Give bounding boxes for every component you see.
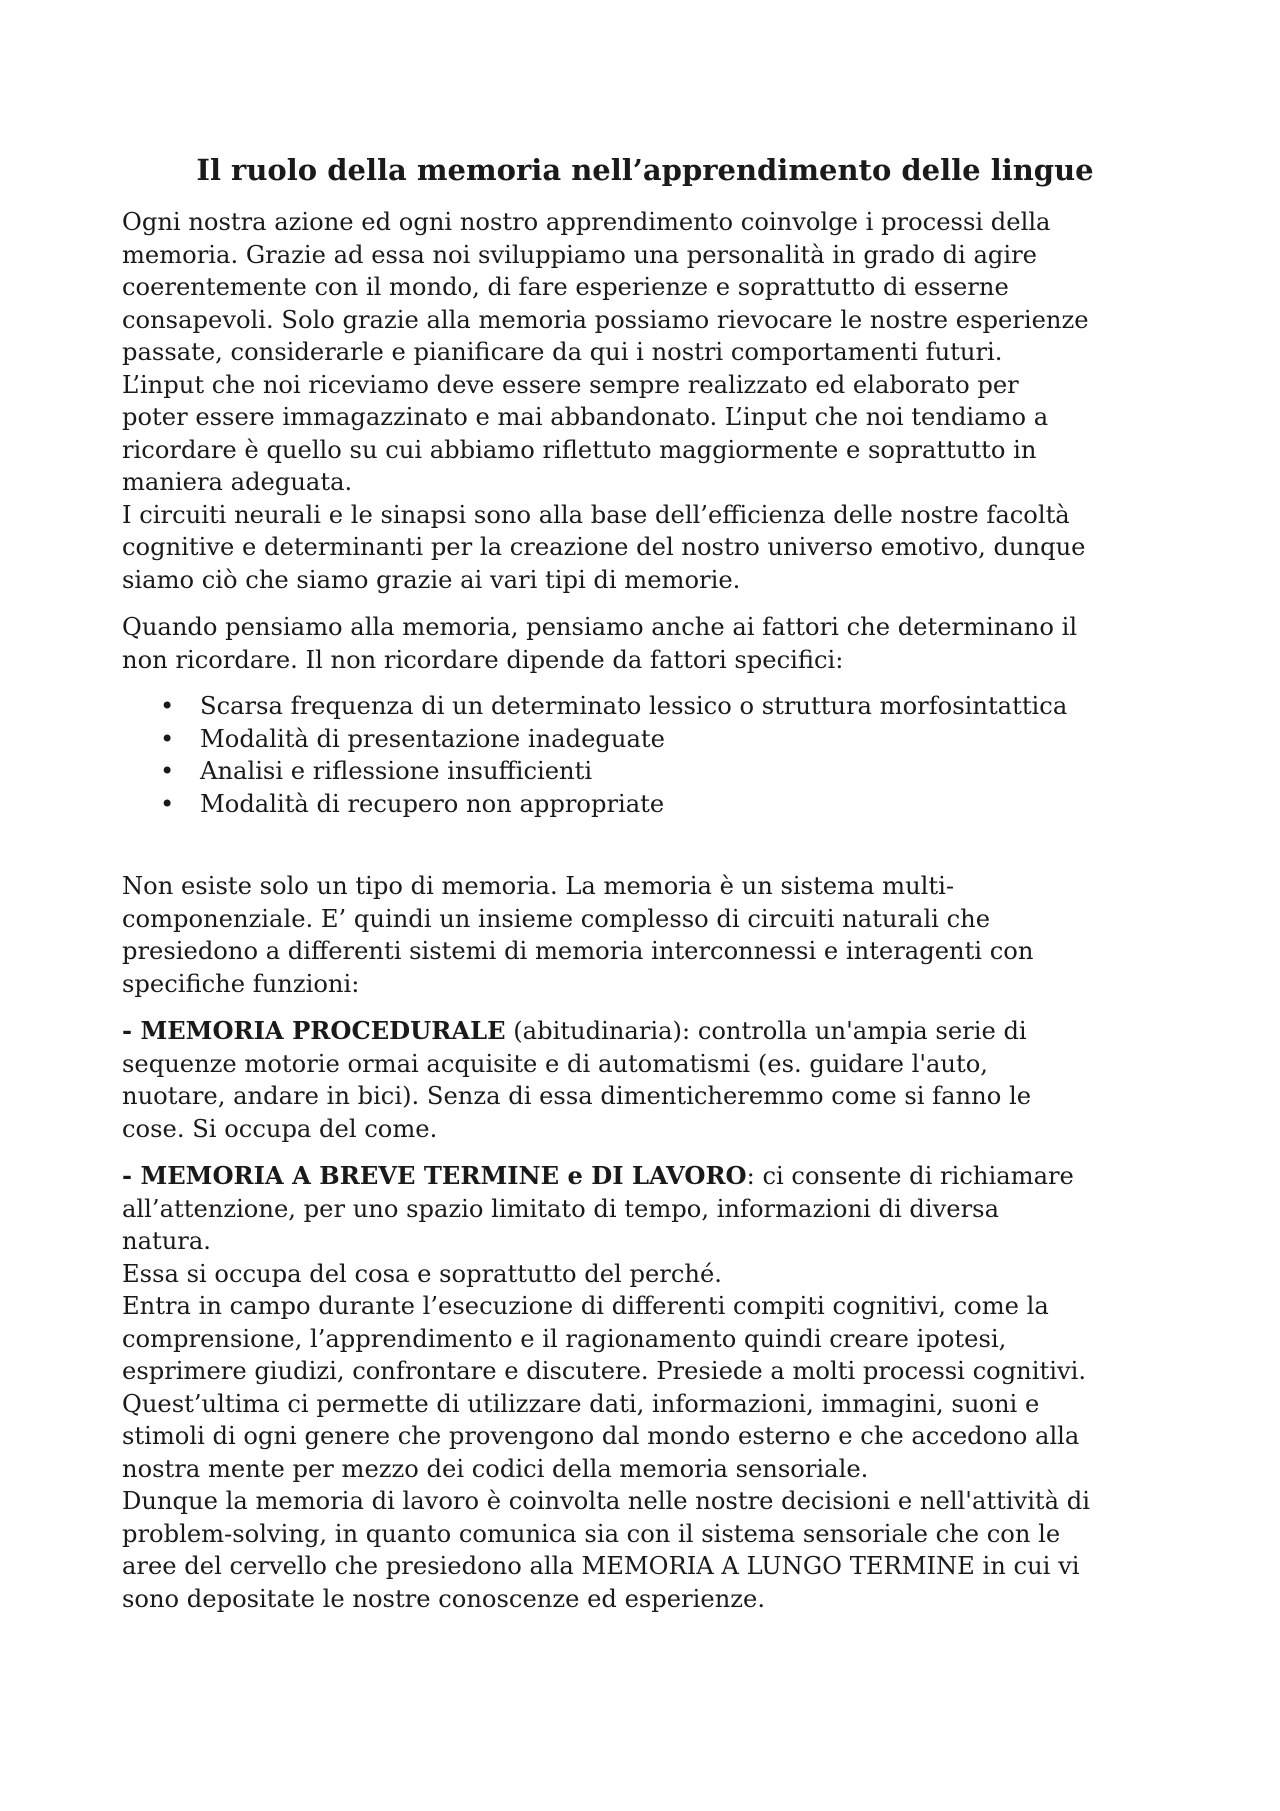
section-heading: - MEMORIA A BREVE TERMINE e DI LAVORO xyxy=(122,1161,747,1190)
list-item xyxy=(122,788,1168,821)
text-line: stimoli di ogni genere che provengono dal mondo esterno e che accedono alla xyxy=(122,1422,1080,1450)
bullet-icon: • xyxy=(160,724,175,753)
text-line xyxy=(122,1015,1168,1048)
text-line: Ogni nostra azione ed ogni nostro apprendimento coinvolge i processi della xyxy=(122,208,1051,236)
text-line: natura. xyxy=(122,1227,211,1255)
text-line: presiedono a differenti sistemi di memoria interconnessi e interagenti con xyxy=(122,937,1034,965)
text-line: L’input che noi riceviamo deve essere sempre realizzato ed elaborato per xyxy=(122,370,1019,399)
text-line: nostra mente per mezzo dei codici della memoria sensoriale. xyxy=(122,1454,869,1483)
text-line: non ricordare. Il non ricordare dipende da fattori specifici: xyxy=(122,645,844,674)
intro-paragraph xyxy=(122,206,1168,596)
procedurale-paragraph xyxy=(122,1015,1168,1145)
list-item-label: Scarsa frequenza di un determinato lessico o struttura morfosintattica xyxy=(200,692,1068,720)
text-line: poter essere immagazzinato e mai abbandonato. L’input che noi tendiamo a xyxy=(122,403,1049,431)
bullet-icon: • xyxy=(160,692,175,720)
list-item xyxy=(122,755,1168,788)
text-line: comprensione, l’apprendimento e il ragionamento quindi creare ipotesi, xyxy=(122,1324,1007,1353)
document-page xyxy=(122,150,1168,1615)
text-line: aree del cervello che presiedono alla MEMORIA A LUNGO TERMINE in cui vi xyxy=(122,1552,1080,1580)
section-heading: - MEMORIA PROCEDURALE xyxy=(122,1016,506,1045)
bullet-icon: • xyxy=(160,757,175,785)
text-line: cognitive e determinanti per la creazione del nostro universo emotivo, dunque xyxy=(122,533,1086,561)
breve-termine-paragraph xyxy=(122,1160,1168,1615)
text-line: Quest’ultima ci permette di utilizzare dati, informazioni, immagini, suoni e xyxy=(122,1389,1040,1418)
text-run: : ci consente di richiamare xyxy=(746,1162,1074,1190)
list-item-label: Analisi e riflessione insufficienti xyxy=(200,757,593,785)
document-title: Il ruolo della memoria nell’apprendimento delle lingue xyxy=(196,153,1094,187)
spacer xyxy=(122,820,1168,870)
text-line: consapevoli. Solo grazie alla memoria possiamo rievocare le nostre esperienze xyxy=(122,305,1089,334)
bullet-icon: • xyxy=(160,789,175,818)
text-line: Non esiste solo un tipo di memoria. La memoria è un sistema multi- xyxy=(122,872,955,900)
list-item xyxy=(122,690,1168,723)
list-item-label: Modalità di recupero non appropriate xyxy=(200,789,665,818)
spacer xyxy=(122,596,1168,611)
non-ricordare-paragraph xyxy=(122,611,1168,676)
text-line: sono depositate le nostre conoscenze ed esperienze. xyxy=(122,1584,766,1613)
text-run: (abitudinaria): controlla un'ampia serie di xyxy=(505,1017,1027,1045)
text-line: I circuiti neurali e le sinapsi sono alla base dell’efficienza delle nostre facoltà xyxy=(122,500,1070,529)
text-line: maniera adeguata. xyxy=(122,468,353,496)
sistema-paragraph xyxy=(122,870,1168,1000)
text-line: passate, considerarle e pianificare da qui i nostri comportamenti futuri. xyxy=(122,338,1003,366)
text-line: specifiche funzioni: xyxy=(122,969,360,998)
text-line: componenziale. E’ quindi un insieme complesso di circuiti naturali che xyxy=(122,904,991,933)
text-line xyxy=(122,1160,1168,1193)
text-line: Entra in campo durante l’esecuzione di differenti compiti cognitivi, come la xyxy=(122,1292,1049,1320)
text-line: Essa si occupa del cosa e soprattutto del perché. xyxy=(122,1259,722,1288)
text-line: all’attenzione, per uno spazio limitato di tempo, informazioni di diversa xyxy=(122,1194,999,1223)
text-line: coerentemente con il mondo, di fare esperienze e soprattutto di esserne xyxy=(122,273,1009,301)
list-item-label: Modalità di presentazione inadeguate xyxy=(200,724,665,753)
text-line: siamo ciò che siamo grazie ai vari tipi di memorie. xyxy=(122,565,741,594)
text-line: memoria. Grazie ad essa noi sviluppiamo una personalità in grado di agire xyxy=(122,240,1037,269)
text-line: cose. Si occupa del come. xyxy=(122,1114,438,1143)
spacer xyxy=(122,1145,1168,1160)
text-line: esprimere giudizi, confrontare e discutere. Presiede a molti processi cognitivi. xyxy=(122,1357,1087,1385)
factors-list xyxy=(122,690,1168,820)
text-line: nuotare, andare in bici). Senza di essa dimenticheremmo come si fanno le xyxy=(122,1082,1032,1110)
text-line: sequenze motorie ormai acquisite e di automatismi (es. guidare l'auto, xyxy=(122,1049,988,1078)
text-line: problem-solving, in quanto comunica sia con il sistema sensoriale che con le xyxy=(122,1519,1061,1548)
text-line: Quando pensiamo alla memoria, pensiamo anche ai fattori che determinano il xyxy=(122,613,1078,641)
text-line: Dunque la memoria di lavoro è coinvolta nelle nostre decisioni e nell'attività di xyxy=(122,1487,1090,1515)
list-item xyxy=(122,723,1168,756)
spacer xyxy=(122,1000,1168,1015)
text-line: ricordare è quello su cui abbiamo riflettuto maggiormente e soprattutto in xyxy=(122,435,1037,464)
